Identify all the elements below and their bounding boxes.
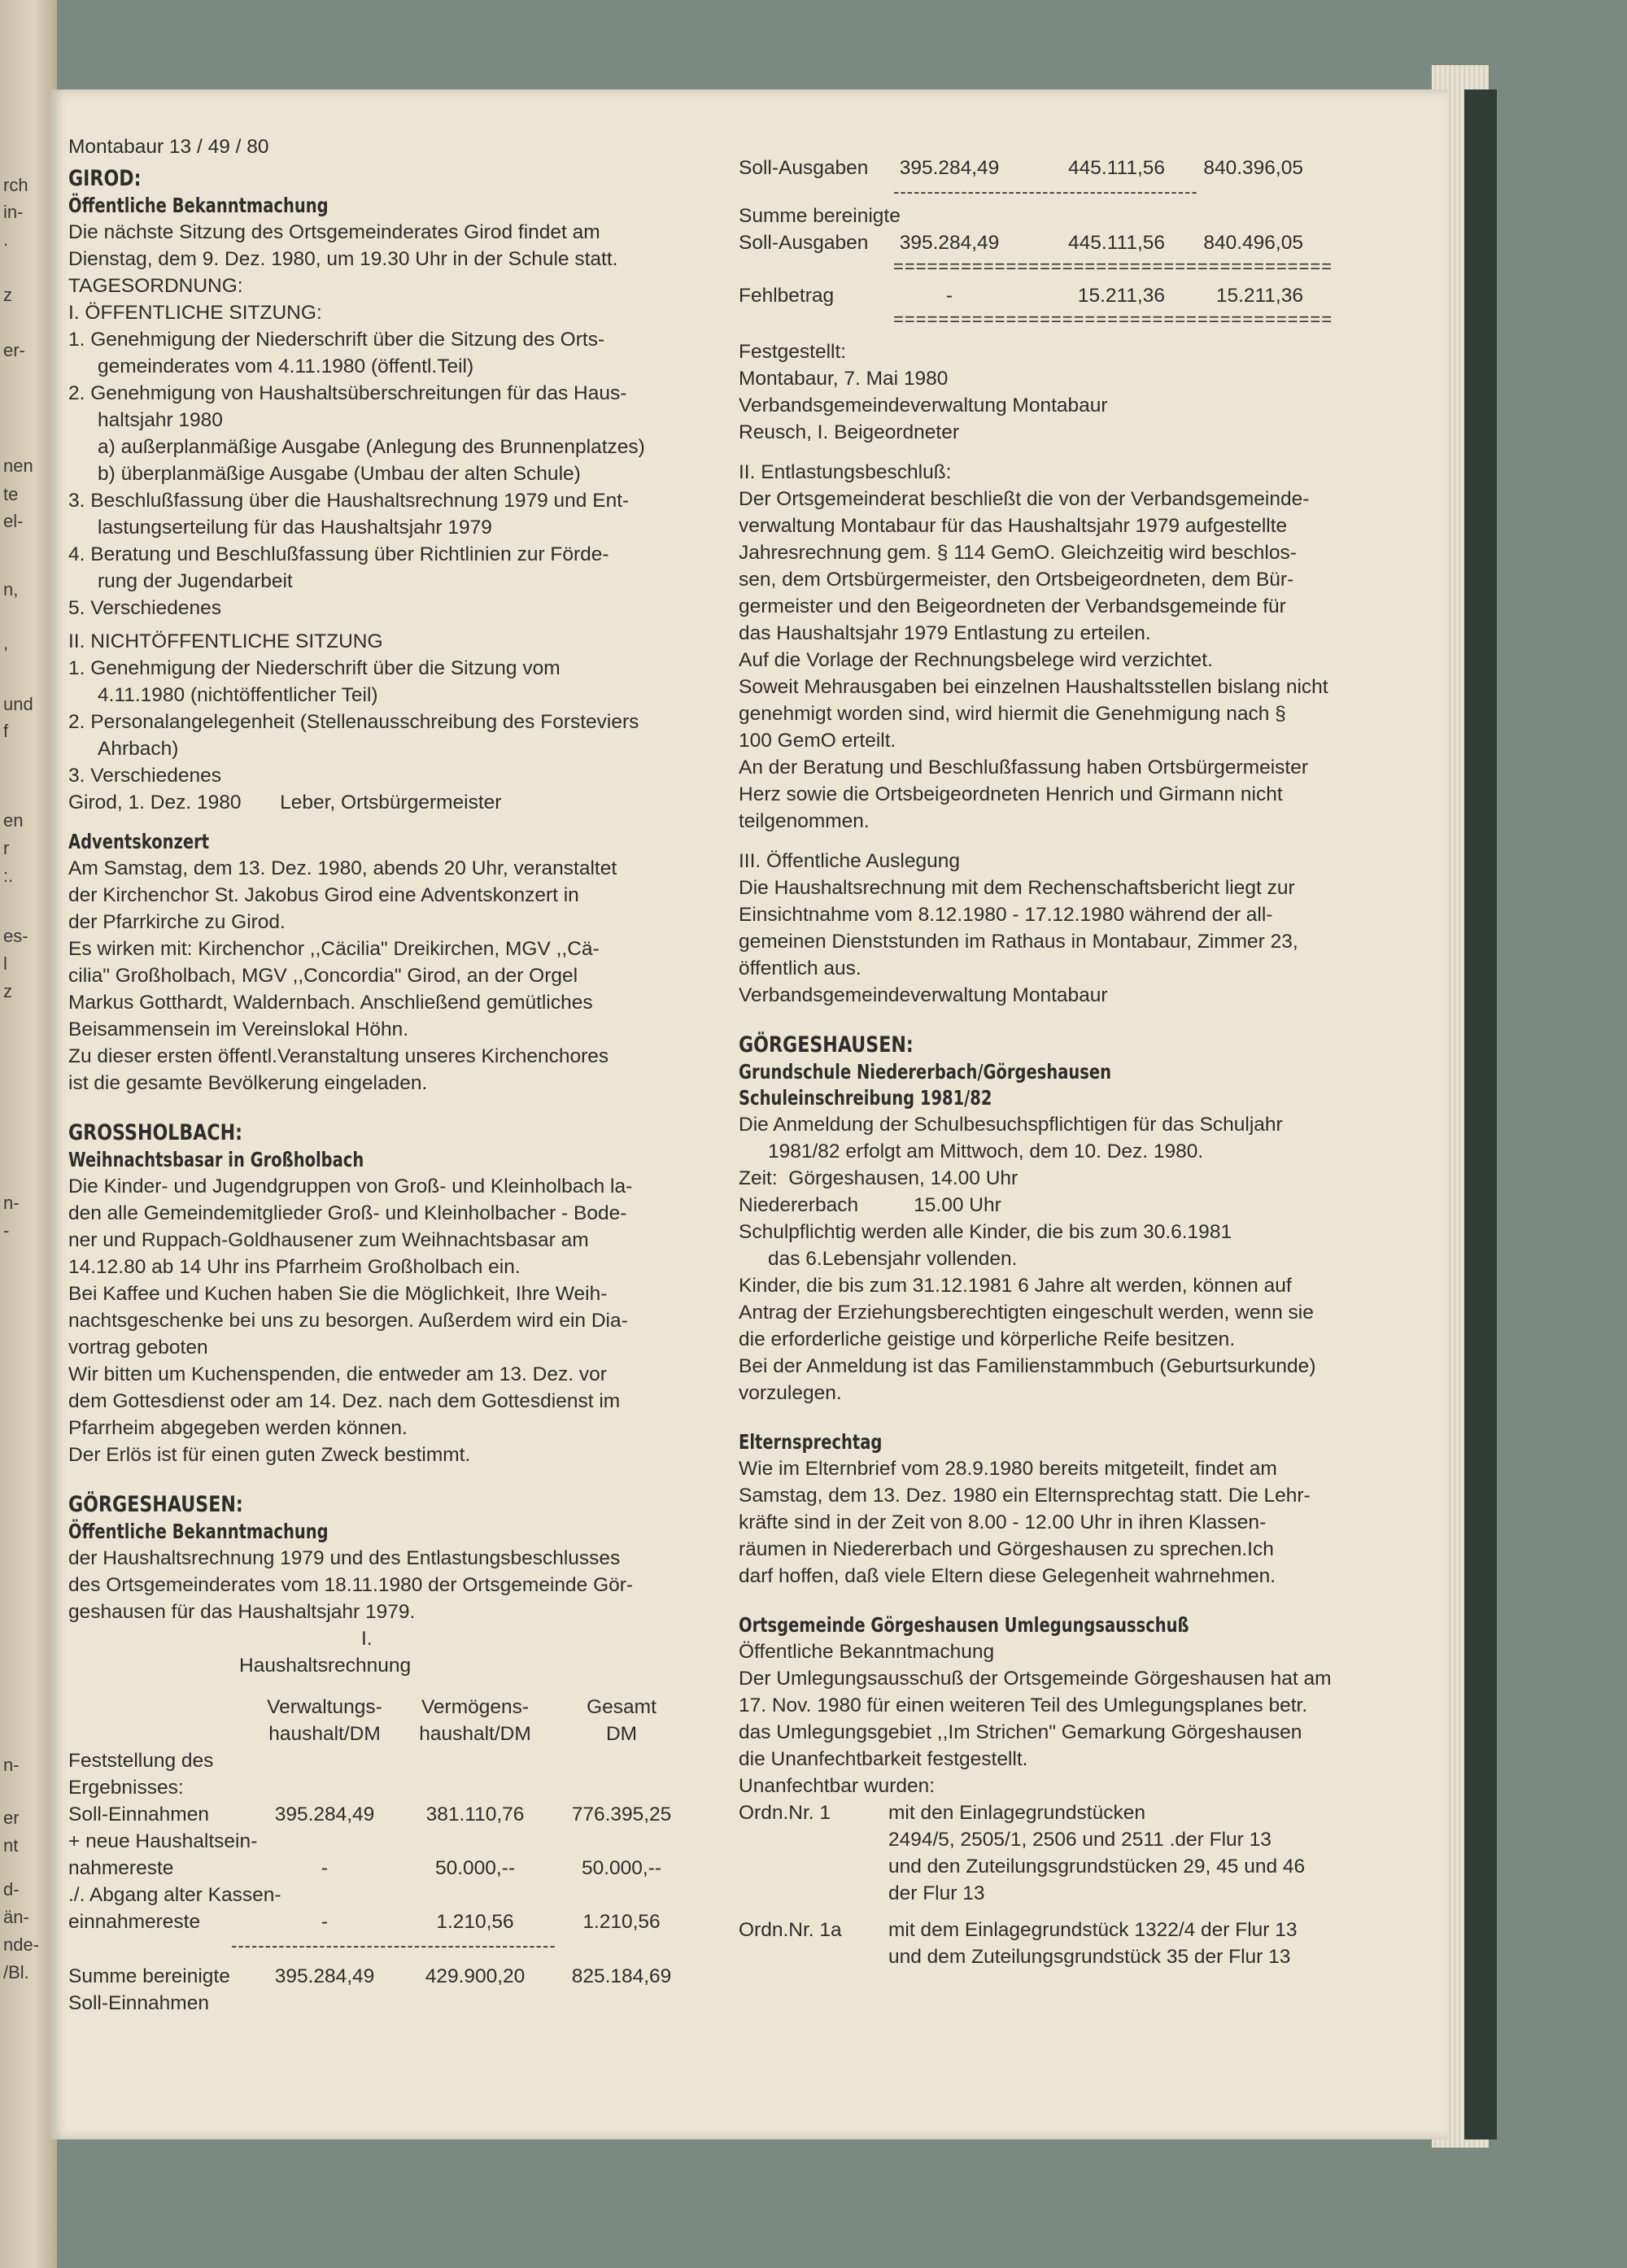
- section-place: GROSSHOLBACH:: [68, 1120, 243, 1145]
- table-row: [68, 1747, 735, 1774]
- text-line: TAGESORDNUNG:: [68, 275, 243, 297]
- text-line: Dienstag, dem 9. Dez. 1980, um 19.30 Uhr in der Schule statt.: [68, 248, 618, 270]
- section-title: Öffentliche Bekanntmachung: [68, 1520, 329, 1543]
- section-subtitle: Schuleinschreibung 1981/82: [739, 1086, 992, 1110]
- spine-fragment: n,: [3, 579, 19, 600]
- agenda-item: 5. Verschiedenes: [68, 597, 221, 619]
- spine-fragment: nde-: [3, 1934, 40, 1955]
- table-row: [68, 1882, 735, 1908]
- table-cell: -: [945, 285, 953, 307]
- table-cell: 776.395,25: [571, 1803, 672, 1825]
- nonpublic-heading: II. NICHTÖFFENTLICHE SITZUNG: [68, 630, 383, 652]
- agenda-item: haltsjahr 1980: [98, 409, 223, 431]
- text-line: teilgenommen.: [739, 810, 870, 832]
- table-cell: Summe bereinigte: [68, 1965, 230, 1987]
- table-cell: DM: [605, 1723, 638, 1745]
- text-line: ner und Ruppach-Goldhausener zum Weihnachtsbasar am: [68, 1229, 589, 1251]
- text-line: Beisammensein im Vereinslokal Höhn.: [68, 1018, 409, 1040]
- spine-fragment: z: [3, 981, 12, 1001]
- text-line: den alle Gemeindemitglieder Groß- und Kleinholbacher - Bode-: [68, 1202, 627, 1224]
- text-line: der Pfarrkirche zu Girod.: [68, 911, 286, 933]
- text-line: räumen in Niedererbach und Görgeshausen zu sprechen.Ich: [739, 1538, 1274, 1560]
- agenda-item: rung der Jugendarbeit: [98, 570, 293, 592]
- spine-fragment: d-: [3, 1879, 20, 1899]
- subsection-title: II. Entlastungsbeschluß:: [739, 461, 952, 483]
- text-line: Pfarrheim abgegeben werden können.: [68, 1417, 408, 1439]
- text-line: die Unanfechtbarkeit festgestellt.: [739, 1748, 1028, 1770]
- table-header-row: [68, 1694, 735, 1721]
- table-cell: 50.000,--: [434, 1857, 516, 1879]
- table-cell: 1.210,56: [582, 1911, 661, 1933]
- table-cell: 395.284,49: [274, 1803, 375, 1825]
- text-line: 17. Nov. 1980 für einen weiteren Teil des Umlegungsplanes betr.: [739, 1694, 1308, 1716]
- page-header: Montabaur 13 / 49 / 80: [68, 136, 269, 158]
- text-line: Zeit: Görgeshausen, 14.00 Uhr: [739, 1167, 1019, 1189]
- table-cell: 445.111,56: [1068, 157, 1165, 179]
- agenda-item: b) überplanmäßige Ausgabe (Umbau der alten Schule): [98, 463, 581, 485]
- text-line: das 6.Lebensjahr vollenden.: [768, 1248, 1018, 1270]
- section-title: Ortsgemeinde Görgeshausen Umlegungsausschuß: [739, 1613, 1189, 1637]
- text-line: Verbandsgemeindeverwaltung Montabaur: [739, 395, 1108, 417]
- spine-fragment: /Bl.: [3, 1962, 29, 1982]
- spine-fragment: rch: [3, 175, 28, 195]
- agenda-item: gemeinderates vom 4.11.1980 (öffentl.Teil): [98, 355, 474, 377]
- text-line: germeister und den Beigeordneten der Verbandsgemeinde für: [739, 595, 1286, 617]
- table-cell: [68, 1694, 249, 1721]
- text-line: Soweit Mehrausgaben bei einzelnen Haushaltsstellen bislang nicht: [739, 676, 1328, 698]
- table-cell: Summe bereinigte: [739, 205, 901, 227]
- spine-fragment: er-: [3, 340, 25, 360]
- text-line: Jahresrechnung gem. § 114 GemO. Gleichzeitig wird beschlos-: [739, 542, 1297, 564]
- spine-fragment: in-: [3, 202, 24, 222]
- budget-table: [68, 1694, 735, 2017]
- text-line: 1981/82 erfolgt am Mittwoch, dem 10. Dez. 1980.: [768, 1141, 1204, 1162]
- left-column: [68, 133, 735, 2017]
- spine-fragment: r: [3, 838, 10, 858]
- spine-fragment: :.: [3, 866, 14, 886]
- agenda-item: 1. Genehmigung der Niederschrift über die Sitzung vom: [68, 657, 561, 679]
- text-line: genehmigt worden sind, wird hiermit die Genehmigung nach §: [739, 703, 1286, 725]
- spine-fragment: z: [3, 285, 12, 305]
- spine-fragment: nt: [3, 1835, 19, 1856]
- text-line: verwaltung Montabaur für das Haushaltsjahr 1979 aufgestellte: [739, 515, 1288, 537]
- ordn-line: und dem Zuteilungsgrundstück 35 der Flur 13: [888, 1946, 1291, 1968]
- section-place: GIROD:: [68, 166, 142, 191]
- text-line: 14.12.80 ab 14 Uhr ins Pfarrheim Großholbach ein.: [68, 1256, 521, 1278]
- table-header-row: [68, 1721, 735, 1747]
- text-line: Kinder, die bis zum 31.12.1981 6 Jahre alt werden, können auf: [739, 1275, 1292, 1297]
- ordn-line: der Flur 13: [888, 1882, 985, 1904]
- spine-fragment: ,: [3, 633, 9, 653]
- spine-fragment: en: [3, 810, 24, 831]
- table-cell: 395.284,49: [899, 157, 1000, 179]
- text-line: Am Samstag, dem 13. Dez. 1980, abends 20 Uhr, veranstaltet: [68, 857, 617, 879]
- text-line: das Haushaltsjahr 1979 Entlastung zu erteilen.: [739, 622, 1151, 644]
- ordn-line: und den Zuteilungsgrundstücken 29, 45 und 46: [888, 1856, 1306, 1878]
- text-line: darf hoffen, daß viele Eltern diese Gelegenheit wahrnehmen.: [739, 1565, 1276, 1587]
- right-column: [739, 133, 1414, 1970]
- agenda-item: 3. Beschlußfassung über die Haushaltsrechnung 1979 und Ent-: [68, 490, 630, 512]
- text-line: 100 GemO erteilt.: [739, 730, 896, 752]
- text-line: sen, dem Ortsbürgermeister, den Ortsbeigeordneten, dem Bür-: [739, 569, 1294, 591]
- list-item: [739, 1799, 1414, 1907]
- table-cell: einnahmereste: [68, 1911, 201, 1933]
- table-cell: 50.000,--: [581, 1857, 662, 1879]
- spine-fragment: te: [3, 484, 19, 504]
- ordn-line: mit den Einlagegrundstücken: [888, 1802, 1145, 1824]
- text-line: An der Beratung und Beschlußfassung haben Ortsbürgermeister: [739, 757, 1309, 779]
- section-number: I.: [361, 1628, 373, 1650]
- agenda-item: 2. Personalangelegenheit (Stellenausschreibung des Forsteviers: [68, 711, 639, 733]
- text-line: Markus Gotthardt, Waldernbach. Anschließend gemütliches: [68, 992, 593, 1014]
- text-line: Verbandsgemeindeverwaltung Montabaur: [739, 984, 1108, 1006]
- text-line: öffentlich aus.: [739, 957, 861, 979]
- table-cell: 15.211,36: [1077, 285, 1165, 307]
- text-line: der Haushaltsrechnung 1979 und des Entlastungsbeschlusses: [68, 1547, 621, 1569]
- table-total-row: [68, 1990, 735, 2017]
- text-line: Samstag, dem 13. Dez. 1980 ein Elternsprechtag statt. Die Lehr-: [739, 1485, 1311, 1507]
- book-cover: [1464, 89, 1497, 2139]
- section-title: Öffentliche Bekanntmachung: [68, 194, 329, 217]
- text-line: Die Kinder- und Jugendgruppen von Groß- und Kleinholbach la-: [68, 1175, 633, 1197]
- text-line: des Ortsgemeinderates vom 18.11.1980 der Ortsgemeinde Gör-: [68, 1574, 634, 1596]
- subsection-title: Haushaltsrechnung: [239, 1655, 412, 1677]
- girod-section: [68, 165, 735, 816]
- text-line: Der Erlös ist für einen guten Zweck bestimmt.: [68, 1444, 471, 1466]
- text-line: Bei Kaffee und Kuchen haben Sie die Möglichkeit, Ihre Weih-: [68, 1283, 608, 1305]
- table-row: [739, 155, 1414, 181]
- text-line: Wir bitten um Kuchenspenden, die entweder am 13. Dez. vor: [68, 1363, 607, 1385]
- table-cell: nahmereste: [68, 1857, 174, 1879]
- text-line: Schulpflichtig werden alle Kinder, die bis zum 30.6.1981: [739, 1221, 1232, 1243]
- schule-section: [739, 1032, 1414, 1407]
- table-cell: 395.284,49: [274, 1965, 375, 1987]
- text-line: vorzulegen.: [739, 1382, 842, 1404]
- text-line: cilia" Großholbach, MGV ,,Concordia" Girod, an der Orgel: [68, 965, 578, 987]
- ordn-line: 2494/5, 2505/1, 2506 und 2511 .der Flur 13: [888, 1829, 1272, 1851]
- agenda-item: 1. Genehmigung der Niederschrift über die Sitzung des Orts-: [68, 329, 605, 351]
- text-line: Auf die Vorlage der Rechnungsbelege wird verzichtet.: [739, 649, 1213, 671]
- agenda-item: 2. Genehmigung von Haushaltsüberschreitungen für das Haus-: [68, 382, 627, 404]
- advent-section: [68, 829, 735, 1097]
- text-line: I. ÖFFENTLICHE SITZUNG:: [68, 302, 322, 324]
- text-line: der Kirchenchor St. Jakobus Girod eine Adventskonzert in: [68, 884, 579, 906]
- table-cell: Soll-Ausgaben: [739, 157, 869, 179]
- section-title: Grundschule Niedererbach/Görgeshausen: [739, 1060, 1111, 1084]
- agenda-item: Ahrbach): [98, 738, 179, 760]
- table-cell: 825.184,69: [571, 1965, 672, 1987]
- table-row: [68, 1908, 735, 1935]
- adjacent-page-edge: [0, 0, 57, 2268]
- spine-fragment: und: [3, 694, 33, 714]
- spine-fragment: es-: [3, 926, 28, 946]
- text-line: Bei der Anmeldung ist das Familienstammbuch (Geburtsurkunde): [739, 1355, 1316, 1377]
- section-title: Adventskonzert: [68, 830, 210, 853]
- table-cell: Verwaltungs-: [267, 1696, 382, 1718]
- spine-fragment: l: [3, 953, 7, 974]
- table-cell: haushalt/DM: [419, 1723, 531, 1745]
- ordn-line: mit dem Einlagegrundstück 1322/4 der Flur 13: [888, 1919, 1298, 1941]
- text-line: nachtsgeschenke bei uns zu besorgen. Außerdem wird ein Dia-: [68, 1310, 628, 1332]
- spine-fragment: f: [3, 721, 9, 741]
- table-cell: Feststellung des: [68, 1750, 214, 1772]
- text-line: Unanfechtbar wurden:: [739, 1775, 936, 1797]
- text-line: das Umlegungsgebiet ,,Im Strichen" Gemarkung Görgeshausen: [739, 1721, 1302, 1743]
- list-item: [739, 1917, 1414, 1970]
- table-cell: Gesamt: [587, 1696, 656, 1718]
- table-cell: 840.496,05: [1203, 232, 1303, 254]
- text-line: Der Umlegungsausschuß der Ortsgemeinde Görgeshausen hat am: [739, 1668, 1332, 1690]
- table-cell: Soll-Einnahmen: [68, 1992, 209, 2014]
- table-cell: Vermögens-: [421, 1696, 530, 1718]
- table-row: [68, 1774, 735, 1801]
- table-cell: ./. Abgang alter Kassen-: [68, 1884, 281, 1906]
- table-row: [739, 229, 1414, 256]
- umlegung-section: [739, 1612, 1414, 1970]
- text-line: Der Ortsgemeinderat beschließt die von der Verbandsgemeinde-: [739, 488, 1310, 510]
- table-total-row: [68, 1963, 735, 1990]
- subsection-title: III. Öffentliche Auslegung: [739, 850, 960, 872]
- table-cell: 840.396,05: [1203, 157, 1303, 179]
- spine-fragment: -: [3, 1220, 10, 1241]
- table-cell: -: [321, 1911, 329, 1933]
- table-row: [68, 1855, 735, 1882]
- table-row: [68, 1801, 735, 1828]
- table-cell: 1.210,56: [436, 1911, 514, 1933]
- table-cell: + neue Haushaltsein-: [68, 1830, 258, 1852]
- agenda-item: 3. Verschiedenes: [68, 765, 221, 787]
- section-place: GÖRGESHAUSEN:: [68, 1492, 243, 1517]
- text-line: Zu dieser ersten öffentl.Veranstaltung unseres Kirchenchores: [68, 1045, 609, 1067]
- text-line: Reusch, I. Beigeordneter: [739, 421, 960, 443]
- table-rule: ---------------------------------------------: [893, 181, 1198, 202]
- text-line: Es wirken mit: Kirchenchor ,,Cäcilia" Dreikirchen, MGV ,,Cä-: [68, 938, 600, 960]
- table-row: [68, 1828, 735, 1855]
- agenda-item: a) außerplanmäßige Ausgabe (Anlegung des Brunnenplatzes): [98, 436, 645, 458]
- agenda-item: 4.11.1980 (nichtöffentlicher Teil): [98, 684, 378, 706]
- signature-line: Girod, 1. Dez. 1980 Leber, Ortsbürgermeister: [68, 792, 502, 813]
- spine-fragment: .: [3, 229, 9, 250]
- text-line: Einsichtnahme vom 8.12.1980 - 17.12.1980 während der all-: [739, 904, 1273, 926]
- section-place: GÖRGESHAUSEN:: [739, 1032, 914, 1058]
- text-line: Die Anmeldung der Schulbesuchspflichtigen für das Schuljahr: [739, 1114, 1283, 1136]
- spine-fragment: än-: [3, 1907, 29, 1927]
- table-cell: haushalt/DM: [268, 1723, 381, 1745]
- table-cell: 381.110,76: [425, 1803, 525, 1825]
- ordn-key: Ordn.Nr. 1a: [739, 1919, 842, 1941]
- expense-table: [739, 155, 1414, 330]
- table-cell: Soll-Ausgaben: [739, 232, 869, 254]
- table-cell: 15.211,36: [1215, 285, 1303, 307]
- grossholbach-section: [68, 1119, 735, 1468]
- ordn-key: Ordn.Nr. 1: [739, 1802, 831, 1824]
- text-line: Antrag der Erziehungsberechtigten eingeschult werden, wenn sie: [739, 1302, 1314, 1324]
- table-rule: =======================================: [893, 309, 1333, 329]
- spine-fragment: el-: [3, 511, 24, 531]
- spine-fragment: nen: [3, 456, 33, 476]
- document-page: [50, 89, 1448, 2139]
- table-cell: 429.900,20: [425, 1965, 526, 1987]
- table-cell: Ergebnisses:: [68, 1777, 184, 1799]
- text-line: dem Gottesdienst oder am 14. Dez. nach dem Gottesdienst im: [68, 1390, 621, 1412]
- entlastung-block: [739, 459, 1414, 835]
- text-line: Festgestellt:: [739, 341, 847, 363]
- text-line: ist die gesamte Bevölkerung eingeladen.: [68, 1072, 428, 1094]
- text-line: Montabaur, 7. Mai 1980: [739, 368, 949, 390]
- section-title: Elternsprechtag: [739, 1430, 883, 1454]
- spine-fragment: n-: [3, 1193, 20, 1213]
- table-cell: Soll-Einnahmen: [68, 1803, 209, 1825]
- goergeshausen-notice-section: [68, 1491, 735, 2017]
- table-cell: 445.111,56: [1068, 232, 1165, 254]
- auslegung-block: [739, 848, 1414, 1009]
- table-cell: [68, 1721, 249, 1747]
- text-line: gemeinen Dienststunden im Rathaus in Montabaur, Zimmer 23,: [739, 931, 1298, 953]
- text-line: Die Haushaltsrechnung mit dem Rechenschaftsbericht liegt zur: [739, 877, 1295, 899]
- text-line: Wie im Elternbrief vom 28.9.1980 bereits mitgeteilt, findet am: [739, 1458, 1277, 1480]
- festgestellt-block: [739, 338, 1414, 446]
- text-line: geshausen für das Haushaltsjahr 1979.: [68, 1601, 416, 1623]
- agenda-item: 4. Beratung und Beschlußfassung über Richtlinien zur Förde-: [68, 543, 609, 565]
- table-rule: =======================================: [893, 256, 1333, 277]
- table-row: [739, 282, 1414, 309]
- section-title: Weihnachtsbasar in Großholbach: [68, 1148, 364, 1171]
- text-line: kräfte sind in der Zeit von 8.00 - 12.00 Uhr in ihren Klassen-: [739, 1511, 1267, 1533]
- table-cell: -: [321, 1857, 329, 1879]
- spine-fragment: er: [3, 1808, 20, 1828]
- text-line: Die nächste Sitzung des Ortsgemeinderates Girod findet am: [68, 221, 600, 243]
- table-rule: ------------------------------------------------: [231, 1935, 556, 1956]
- text-line: Niedererbach 15.00 Uhr: [739, 1194, 1001, 1216]
- text-line: Öffentliche Bekanntmachung: [739, 1641, 995, 1663]
- agenda-item: lastungserteilung für das Haushaltsjahr 1979: [98, 517, 492, 539]
- table-cell: 395.284,49: [899, 232, 1000, 254]
- text-line: die erforderliche geistige und körperliche Reife besitzen.: [739, 1328, 1236, 1350]
- text-line: Herz sowie die Ortsbeigeordneten Henrich und Girmann nicht: [739, 783, 1283, 805]
- elternsprechtag-section: [739, 1429, 1414, 1590]
- spine-fragment: n-: [3, 1755, 20, 1775]
- text-line: vortrag geboten: [68, 1337, 208, 1359]
- table-cell: Fehlbetrag: [739, 285, 835, 307]
